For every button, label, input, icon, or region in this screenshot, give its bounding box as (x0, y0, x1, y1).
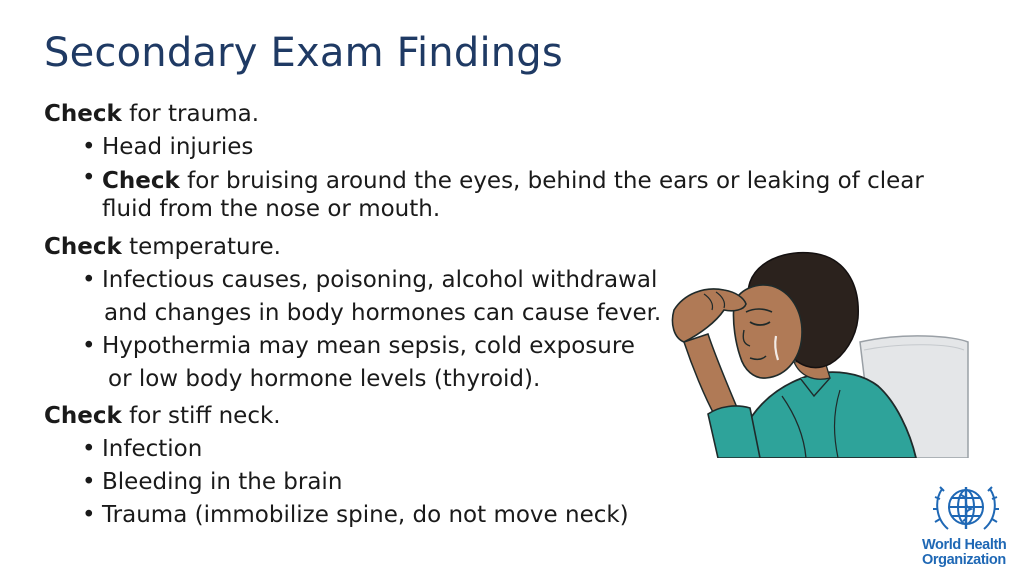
page-title: Secondary Exam Findings (44, 30, 563, 76)
section-trauma (44, 98, 984, 227)
bullet-text: for bruising around the eyes, behind the ears or leaking of clear (179, 168, 924, 194)
bullet-text: Infection (102, 436, 203, 462)
bullet-item (44, 164, 984, 227)
heading-rest: for trauma. (121, 101, 259, 127)
bullet-item (44, 131, 984, 164)
logo-line1: World Health (922, 537, 1007, 553)
logo-line2: Organization (922, 552, 1006, 568)
bullet-item (44, 499, 984, 532)
bullet-item (44, 466, 984, 499)
woman-holding-head-icon (664, 246, 970, 458)
bullet-text-continued: or low body hormone levels (thyroid). (108, 366, 541, 392)
who-logo-text (922, 538, 1014, 568)
bullet-bold: Check (102, 168, 180, 194)
bullet-list (44, 131, 984, 227)
section-heading (44, 98, 984, 131)
heading-bold: Check (44, 234, 122, 260)
bullet-text-continued: and changes in body hormones can cause fever. (104, 300, 662, 326)
heading-bold: Check (44, 101, 122, 127)
bullet-text-continued: fluid from the nose or mouth. (102, 196, 441, 222)
bullet-text: Head injuries (102, 134, 254, 160)
who-emblem-icon (922, 482, 1014, 538)
bullet-text: Hypothermia may mean sepsis, cold exposure (102, 333, 635, 359)
bullet-text: Bleeding in the brain (102, 469, 343, 495)
bullet-text: Infectious causes, poisoning, alcohol withdrawal (102, 267, 658, 293)
heading-bold: Check (44, 403, 122, 429)
bullet-text: Trauma (immobilize spine, do not move neck) (102, 502, 629, 528)
who-logo (922, 482, 1014, 572)
heading-rest: for stiff neck. (121, 403, 281, 429)
heading-rest: temperature. (121, 234, 281, 260)
